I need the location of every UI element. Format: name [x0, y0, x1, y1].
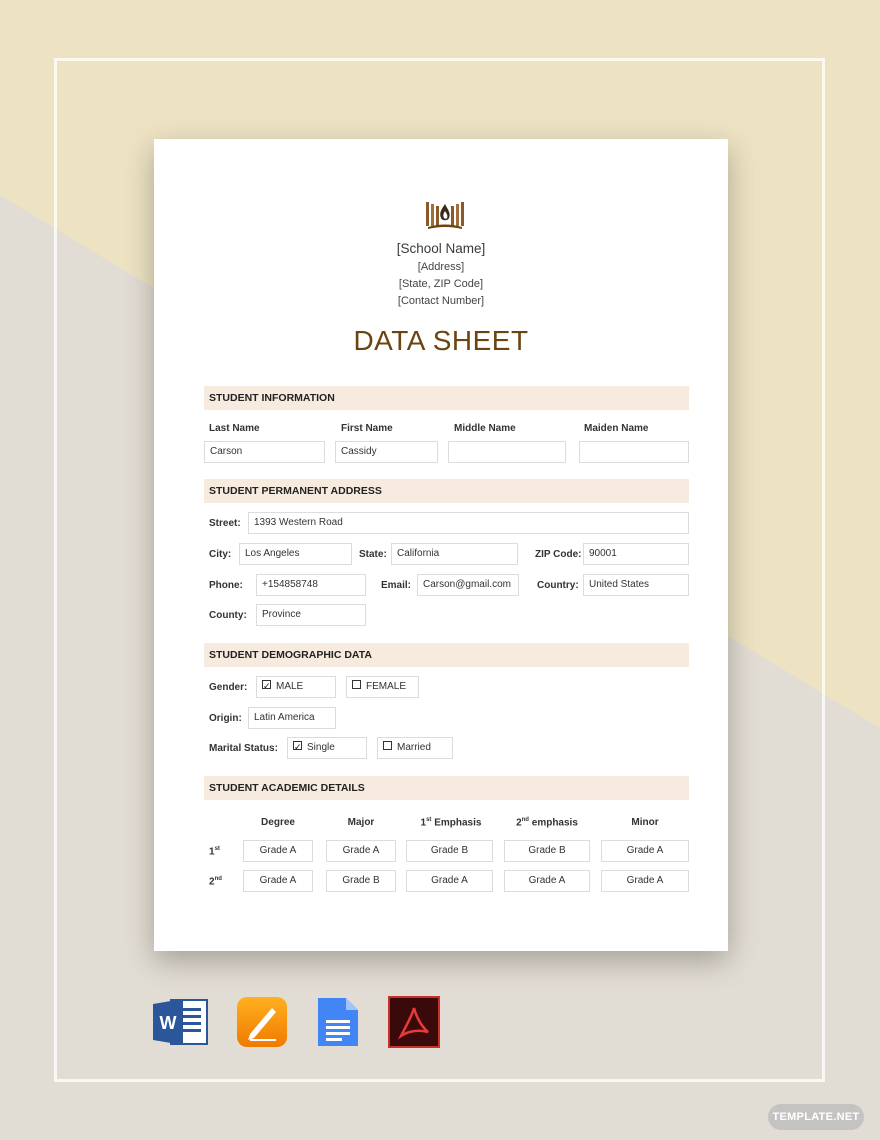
document-page: [154, 139, 728, 951]
marital-married-checkbox[interactable]: Married: [377, 737, 453, 759]
word-icon[interactable]: [153, 996, 209, 1048]
maiden-name-label: Maiden Name: [584, 423, 649, 434]
email-field[interactable]: Carson@gmail.com: [417, 574, 519, 596]
row-label-1st: 1st: [209, 846, 220, 858]
template-net-watermark: TEMPLATE.NET: [768, 1104, 864, 1130]
zip-field[interactable]: 90001: [583, 543, 689, 565]
origin-field[interactable]: Latin America: [248, 707, 336, 729]
school-contact: [Contact Number]: [397, 295, 485, 307]
country-field[interactable]: United States: [583, 574, 689, 596]
column-2nd-emphasis: 2nd emphasis: [516, 817, 578, 829]
first-name-field[interactable]: Cassidy: [335, 441, 438, 463]
grade-cell[interactable]: Grade B: [326, 870, 396, 892]
street-label: Street:: [209, 518, 241, 529]
gender-male-checkbox[interactable]: ✓ MALE: [256, 676, 336, 698]
grade-cell[interactable]: Grade A: [601, 840, 689, 862]
section-student-information: STUDENT INFORMATION: [204, 386, 689, 410]
origin-label: Origin:: [209, 713, 242, 724]
street-field[interactable]: 1393 Western Road: [248, 512, 689, 534]
column-1st-emphasis: 1st Emphasis: [420, 817, 482, 829]
unchecked-checkbox-icon: [352, 680, 361, 689]
grade-cell[interactable]: Grade A: [406, 870, 493, 892]
section-academic: STUDENT ACADEMIC DETAILS: [204, 776, 689, 800]
checked-checkbox-icon: [262, 680, 271, 689]
book-flame-logo-icon: [424, 198, 466, 232]
city-label: City:: [209, 549, 232, 560]
country-label: Country:: [537, 580, 579, 591]
school-name: [School Name]: [396, 241, 486, 256]
school-address: [Address]: [417, 261, 465, 273]
grade-cell[interactable]: Grade B: [406, 840, 493, 862]
pages-icon[interactable]: [236, 996, 288, 1048]
first-name-label: First Name: [341, 423, 393, 434]
section-demographic: STUDENT DEMOGRAPHIC DATA: [204, 643, 689, 667]
svg-text:W: W: [159, 1013, 177, 1033]
grade-cell[interactable]: Grade B: [504, 840, 590, 862]
state-field[interactable]: California: [391, 543, 518, 565]
marital-status-label: Marital Status:: [209, 743, 278, 754]
middle-name-field[interactable]: [448, 441, 566, 463]
page-title: DATA SHEET: [353, 325, 529, 356]
marital-single-checkbox[interactable]: ✓ Single: [287, 737, 367, 759]
grade-cell[interactable]: Grade A: [601, 870, 689, 892]
google-docs-icon[interactable]: [316, 996, 360, 1048]
last-name-label: Last Name: [209, 423, 260, 434]
grade-cell[interactable]: Grade A: [243, 840, 313, 862]
section-permanent-address: STUDENT PERMANENT ADDRESS: [204, 479, 689, 503]
grade-cell[interactable]: Grade A: [326, 840, 396, 862]
column-degree: Degree: [261, 817, 295, 828]
phone-label: Phone:: [209, 580, 243, 591]
gender-female-checkbox[interactable]: FEMALE: [346, 676, 419, 698]
school-state-zip: [State, ZIP Code]: [398, 278, 484, 290]
city-field[interactable]: Los Angeles: [239, 543, 352, 565]
state-label: State:: [359, 549, 387, 560]
checked-checkbox-icon: [293, 741, 302, 750]
county-field[interactable]: Province: [256, 604, 366, 626]
gender-label: Gender:: [209, 682, 248, 693]
column-minor: Minor: [631, 817, 659, 828]
maiden-name-field[interactable]: [579, 441, 689, 463]
middle-name-label: Middle Name: [454, 423, 516, 434]
last-name-field[interactable]: Carson: [204, 441, 325, 463]
county-label: County:: [209, 610, 247, 621]
grade-cell[interactable]: Grade A: [243, 870, 313, 892]
grade-cell[interactable]: Grade A: [504, 870, 590, 892]
phone-field[interactable]: +154858748: [256, 574, 366, 596]
row-label-2nd: 2nd: [209, 876, 222, 888]
unchecked-checkbox-icon: [383, 741, 392, 750]
acrobat-icon[interactable]: [388, 996, 440, 1048]
column-major: Major: [347, 817, 375, 828]
email-label: Email:: [381, 580, 412, 591]
zip-label: ZIP Code:: [535, 549, 582, 560]
